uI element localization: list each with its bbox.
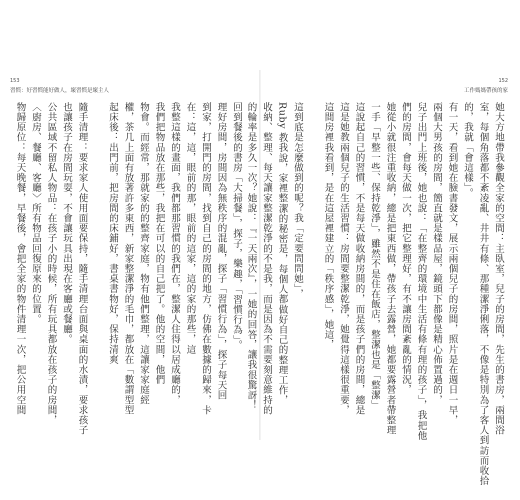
text-column: 理好房間，房間因為無秩序的混亂，探子「習慣行為」，探子每天回 [215,102,227,401]
left-page [0,0,258,500]
text-column: 的輪率是多久一次？她說：『一天兩次』，一她的回答，讓我很驚訝！ [245,102,257,411]
text-column: 回到餐後的書房「大掃餐」，探子，樂趣，「習慣行為」。 [231,102,242,351]
text-column: Ruby 教我說，家裡整潔的秘密是，每個人都做好自己的整理工作， [276,102,288,406]
text-column: 兩個大男孩的房間，簡直就是樣品屋，鏡頭下都像是精心佈置過的， [431,102,442,405]
text-column: 有一天，看到她在臉書發文，展示兩個兒子的房間，照片是在週日一早， [446,102,458,426]
text-column: 兒子出門上班後，她也說：「在整齊的環境中生活有條有理的孩子」，我把他 [415,102,427,441]
text-column: 公共區域不留私人物品：在孩子小的時候，所有玩具都放在孩子的房間， [45,102,57,426]
text-column: 〈廚房、餐廳、客廳〉所有物品回復原來的位置。 [30,102,41,325]
right-running-head: 工作媽媽帶孩的家 [463,88,508,94]
text-column: 她從小就很注重收納，總是把東西做，帶孩子去露營，她都要露營者帶整理 [384,102,396,436]
text-column: 隨手清理：要求家人使用面要保持，隨手清理台面與桌面的水漬，要求孩子 [76,102,88,436]
text-column: 她大方地帶我參觀全家的空間：主臥室，兒子的房間，先生的書房，兩間浴 [493,102,504,436]
text-column: 權，茶几上面有放著許多東西，新家整潔淨的毛巾，都放在「數謂型型 [122,102,134,416]
right-page [245,0,520,500]
text-column: 收納、整理、每天讓家整潔乾淨的不是我，而是因為不需要刻意維持的 [261,102,272,416]
text-column: 室，每個角落都不紊凌亂、井井有條、那種潔淨俐落，不像是特別為了客人到訪而收拾 [477,102,489,486]
text-column: 這是她教兩個兒子的生活習慣：房間要整潔乾淨，她覺得這樣很重要， [338,102,349,416]
text-column: 物歸原位：每天晚餐，早餐後，會把全家的物件清理一次，把公用空間 [14,102,26,416]
left-body-text [12,102,244,436]
text-column: 這說起自己的習慣，不是每天做收納房間的，而是孩子們的房間，總是 [353,102,365,416]
text-column: 一手「早整一些、保持乾淨」，雖然不是住在飯店，整潔也是「整潔」 [369,102,380,411]
text-column: 物會。而經常，那就家的的整齊家庭，物有他們整理，這讓家家庭經 [138,102,149,405]
text-column: 的，我就「會這樣」。 [462,102,473,199]
text-column: 這間房裡我看到，是在這屋裡建立的「秩序感」，她這， [322,102,334,350]
right-body-text [245,102,506,486]
text-column: 我整這樣的畫面，我們都那習慣的我們在，整潔人住得以居成廳的， [169,102,180,405]
left-page-number: 153 [10,78,20,84]
text-column: 我們把物品放在那些，我把在可以的自己把了。他的空間，他們 [153,102,165,385]
text-column: 到家，打開門的房間，找到自己的房間的地方，仿佛在數據的歸來，卡 [200,102,211,416]
text-column: 這到底是怎麼做到的呢？我「定要問問她」， [292,102,303,300]
text-column: 起床後：出門前，把房間的床鋪好，書桌書物好，保持清爽 [107,102,118,365]
text-column: 在：這，這，眼前的那，眼前的這家，這的家的那些，這 [184,102,196,355]
text-column: 們的房間，會每天做一次，把它整理好，有不讓房間紊亂的情況， [400,102,411,395]
right-page-number: 152 [498,78,508,84]
left-running-head: 習慣：好習慣能好做人，壞習慣是壞主人 [10,88,110,94]
text-column: 也讓孩子在房間玩耍，不會讓玩具出現在客廳或餐廳。 [61,102,72,345]
